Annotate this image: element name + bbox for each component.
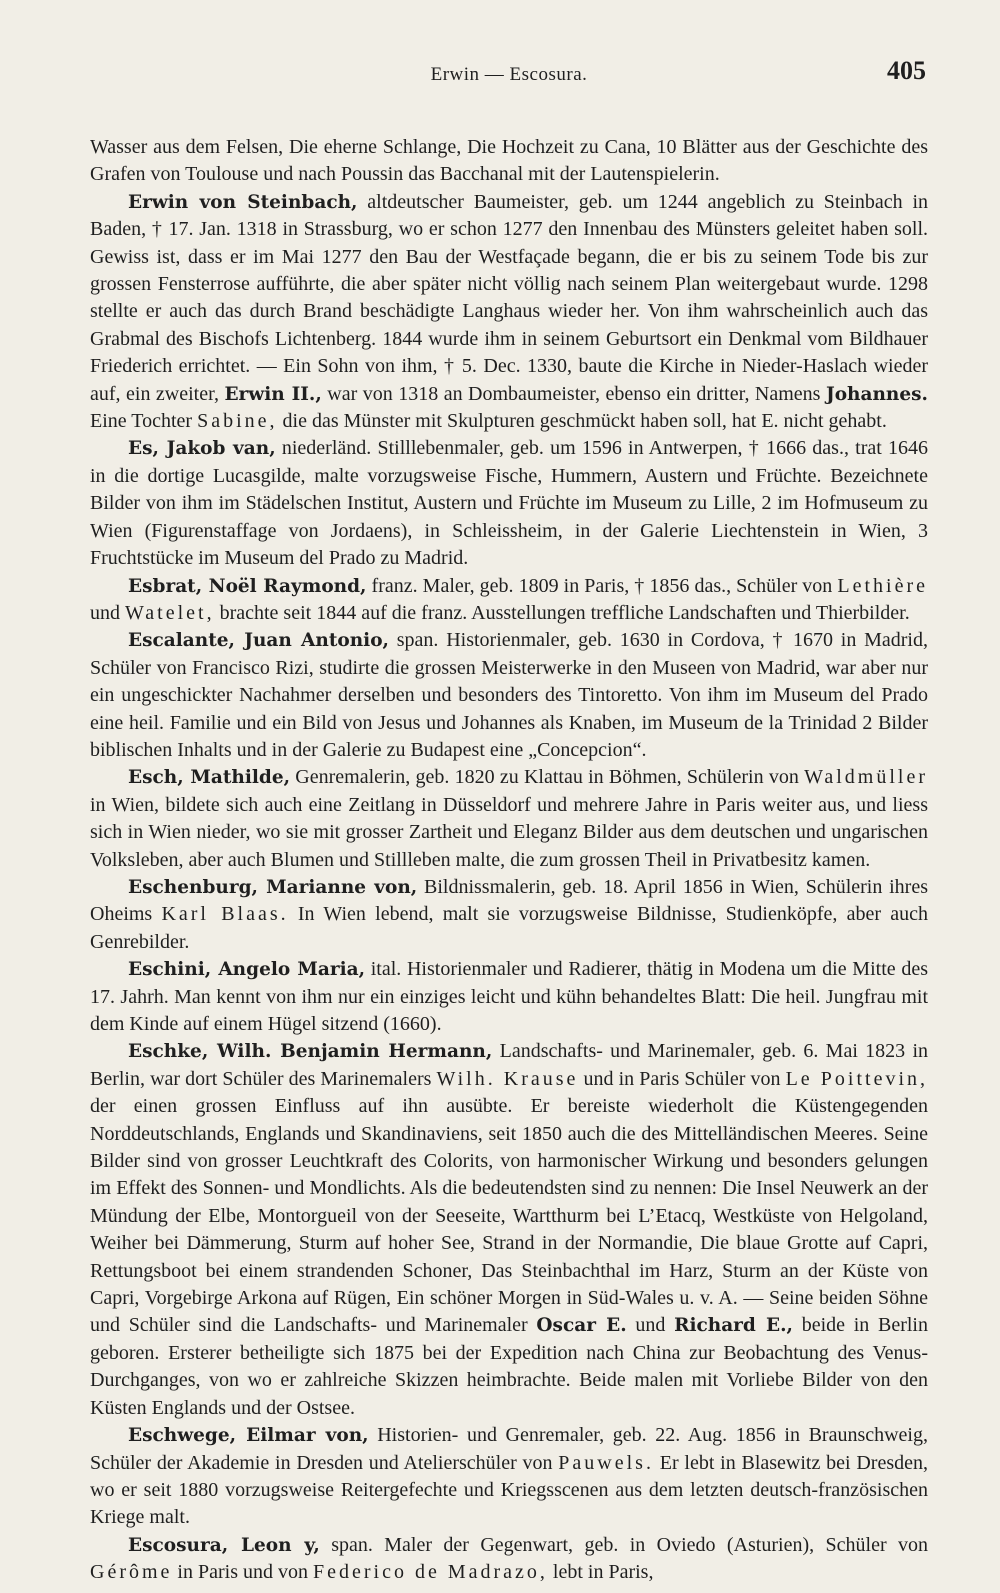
entry-text: Wasser aus dem Felsen, Die eherne Schlange, Die Hochzeit zu Cana, 10 Blätter aus der Geschichte des Grafen von Toulouse und nach Poussin das Bacchanal mit der Lautenspielerin.	[90, 136, 928, 186]
dictionary-entry	[90, 1532, 928, 1587]
entry-text: span. Maler der Gegenwart, geb. in Oviedo (Asturien), Schüler von	[319, 1533, 928, 1556]
body-text	[90, 134, 928, 1587]
spaced-name: Sabine,	[197, 410, 278, 433]
entry-text: Eine Tochter	[90, 410, 198, 433]
entry-text: Historien- und Genremaler, geb. 22. Aug. 1856 in Braunschweig, Schüler der Akademie in Dresden und Atelierschüler von	[90, 1424, 928, 1474]
page-number: 405	[887, 56, 926, 85]
entry-headword: Eschini, Angelo Maria,	[128, 959, 366, 981]
entry-text: Bildnissmalerin, geb. 18. April 1856 in Wien, Schülerin ihres Oheims	[90, 875, 928, 926]
dictionary-entry	[90, 573, 928, 628]
entry-text: altdeutscher Baumeister, geb. um 1244 angeblich zu Steinbach in Baden, † 17. Jan. 1318 in Strassburg, wo er schon 1277 den Innenbau des Münsters geleitet haben soll. Gewiss ist, dass er im Mai 1277 den Bau der Westfaçade begann, die er bis zu seinem Tode bis zur grossen Fensterrose aufführte, die aber später nicht völlig nach seinem Plan weitergebaut wurde. 1298 stellte er auch das durch Brand beschädigte Langhaus wieder her. Von ihm wahrscheinlich auch das Grabmal des Bischofs Lichtenberg. 1844 wurde ihm in seinem Geburtsort ein Denkmal vom Bildhauer Friederich errichtet. — Ein Sohn von ihm, † 5. Dec. 1330, baute die Kirche in Nieder-Haslach wieder auf, ein zweiter,	[90, 190, 929, 405]
entry-text: in Paris und von	[172, 1561, 313, 1584]
running-header	[90, 52, 928, 92]
dictionary-entry	[90, 1038, 928, 1422]
entry-headword: Esbrat, Noël Raymond,	[128, 575, 367, 597]
spaced-name: Karl Blaas.	[161, 903, 289, 926]
entry-text: In Wien lebend, malt sie vorzugsweise Bildnisse, Studienköpfe, aber auch Genrebilder.	[90, 903, 928, 953]
entry-text: niederländ. Stilllebenmaler, geb. um 1596 in Antwerpen, † 1666 das., trat 1646 in die dortige Lucasgilde, malte vorzugsweise Fische, Hummern, Austern und Früchte. Bezeichnete Bilder von ihm im Städelschen Institut, Austern und Früchte im Museum zu Lille, 2 im Hofmuseum zu Wien (Figurenstaffage von Jordaens), in Schleissheim, in der Galerie Liechtenstein in Wien, 3 Fruchtstücke im Museum del Prado zu Madrid.	[90, 437, 928, 570]
entry-text: Genremalerin, geb. 1820 zu Klattau in Böhmen, Schülerin von	[290, 766, 805, 789]
entry-headword: Esch, Mathilde,	[128, 767, 291, 789]
bold-name: Richard E.,	[674, 1315, 793, 1337]
entry-text: der einen grossen Einfluss auf ihn ausübte. Er bereiste wiederholt die Küstengegenden Norddeutschlands, Englands und Skandinaviens, seit 1850 auch die des Mittelländischen Meeres. Seine Bilder sind von grosser Leuchtkraft des Colorits, von harmonischer Wirkung und besonders gelungen im Effekt des Sonnen- und Mondlichts. Als die bedeutendsten sind zu nennen: Die Insel Neuwerk an der Mündung der Elbe, Montorgueil von der Seeseite, Wartthurm bei L’Etacq, Westküste von Helgoland, Weiher bei Dämmerung, Sturm auf hoher See, Strand in der Normandie, Die blaue Grotte auf Capri, Rettungsboot bei einem strandenden Schoner, Das Steinbachthal im Harz, Sturm an der Küste von Capri, Vorgebirge Arkona auf Rügen, Ein schöner Morgen in Süd-Wales u. v. A. — Seine beiden Söhne und Schüler sind die Landschafts- und Marinemaler	[90, 1095, 928, 1337]
spaced-name: Gérôme	[90, 1561, 173, 1584]
entry-text: und in Paris Schüler von	[578, 1067, 786, 1090]
spaced-name: Watelet,	[125, 601, 215, 624]
header-title: Erwin — Escosura.	[430, 64, 588, 85]
entry-text: ital. Historienmaler und Radierer, thätig in Modena um die Mitte des 17. Jahrh. Man kennt von ihm nur ein einziges leicht und kühn behandeltes Blatt: Die heil. Jungfrau mit dem Kinde auf einem Hügel sitzend (1660).	[90, 958, 928, 1035]
spaced-name: Federico de Madrazo,	[312, 1561, 548, 1584]
spaced-name: Waldmüller	[804, 766, 928, 789]
bold-name: Oscar E.	[536, 1315, 627, 1337]
bold-name: Erwin II.,	[224, 383, 322, 405]
entry-text: brachte seit 1844 auf die franz. Ausstellungen treffliche Landschaften und Thierbilder.	[214, 601, 910, 624]
spaced-name: Wilh. Krause	[436, 1067, 579, 1090]
dictionary-entry	[90, 874, 928, 956]
entry-text: Landschafts- und Marinemaler, geb. 6. Mai 1823 in Berlin, war dort Schüler des Marinemalers	[90, 1040, 928, 1090]
entry-headword: Eschwege, Eilmar von,	[128, 1425, 369, 1447]
entry-headword: Erwin von Steinbach,	[128, 191, 358, 213]
entry-text: war von 1318 an Dombaumeister, ebenso ein dritter, Namens	[321, 382, 826, 405]
continued-paragraph	[90, 134, 928, 189]
bold-name: Johannes.	[825, 383, 928, 405]
entry-headword: Eschke, Wilh. Benjamin Hermann,	[128, 1041, 493, 1063]
entry-text: die das Münster mit Skulpturen geschmückt haben soll, hat E. nicht gehabt.	[277, 410, 887, 433]
spaced-name: Lethière	[837, 574, 928, 597]
entry-text: und	[626, 1314, 675, 1337]
entry-text: lebt in Paris,	[547, 1561, 654, 1584]
entry-text: span. Historienmaler, geb. 1630 in Cordova, † 1670 in Madrid, Schüler von Francisco Rizi, studirte die grossen Meisterwerke in den Museen von Madrid, war aber nur ein ungeschickter Nachahmer derselben und besonders des Tintoretto. Von ihm im Museum del Prado eine heil. Familie und ein Bild von Jesus und Johannes als Knaben, im Museum de la Trinidad 2 Bilder biblischen Inhalts und in der Galerie zu Budapest eine „Concepcion“.	[90, 629, 928, 761]
entry-headword: Escalante, Juan Antonio,	[128, 630, 389, 652]
spaced-name: Le Poittevin,	[785, 1067, 928, 1090]
entry-headword: Eschenburg, Marianne von,	[128, 876, 418, 898]
entry-text: und	[90, 601, 125, 624]
entry-headword: Es, Jakob van,	[128, 438, 276, 460]
dictionary-entry	[90, 764, 928, 874]
spaced-name: Pauwels.	[558, 1451, 654, 1474]
dictionary-entry	[90, 627, 928, 764]
entry-text: franz. Maler, geb. 1809 in Paris, † 1856 das., Schüler von	[366, 574, 838, 597]
dictionary-entry	[90, 435, 928, 572]
dictionary-entry	[90, 956, 928, 1038]
entry-text: Er lebt in Blasewitz bei Dresden, wo er seit 1880 vorzugsweise Reitergefechte und Kriegsscenen aus dem letzten deutsch-französischen Kriege malt.	[90, 1451, 928, 1529]
dictionary-entry	[90, 189, 928, 436]
entry-text: beide in Berlin geboren. Ersterer betheiligte sich 1875 bei der Expedition nach China zur Beobachtung des Venus-Durchganges, von wo er zahlreiche Skizzen heimbrachte. Beide malen mit Vorliebe Bilder von den Küsten Englands und der Ostsee.	[90, 1314, 928, 1419]
entry-text: in Wien, bildete sich auch eine Zeitlang in Düsseldorf und mehrere Jahre in Paris weiter aus, und liess sich in Wien nieder, wo sie mit grosser Zartheit und Eleganz Bilder aus dem deutschen und ungarischen Volksleben, aber auch Blumen und Stillleben malte, die zum grossen Theil in Privatbesitz kamen.	[90, 793, 928, 871]
dictionary-entry	[90, 1422, 928, 1532]
entry-headword: Escosura, Leon y,	[128, 1534, 320, 1556]
